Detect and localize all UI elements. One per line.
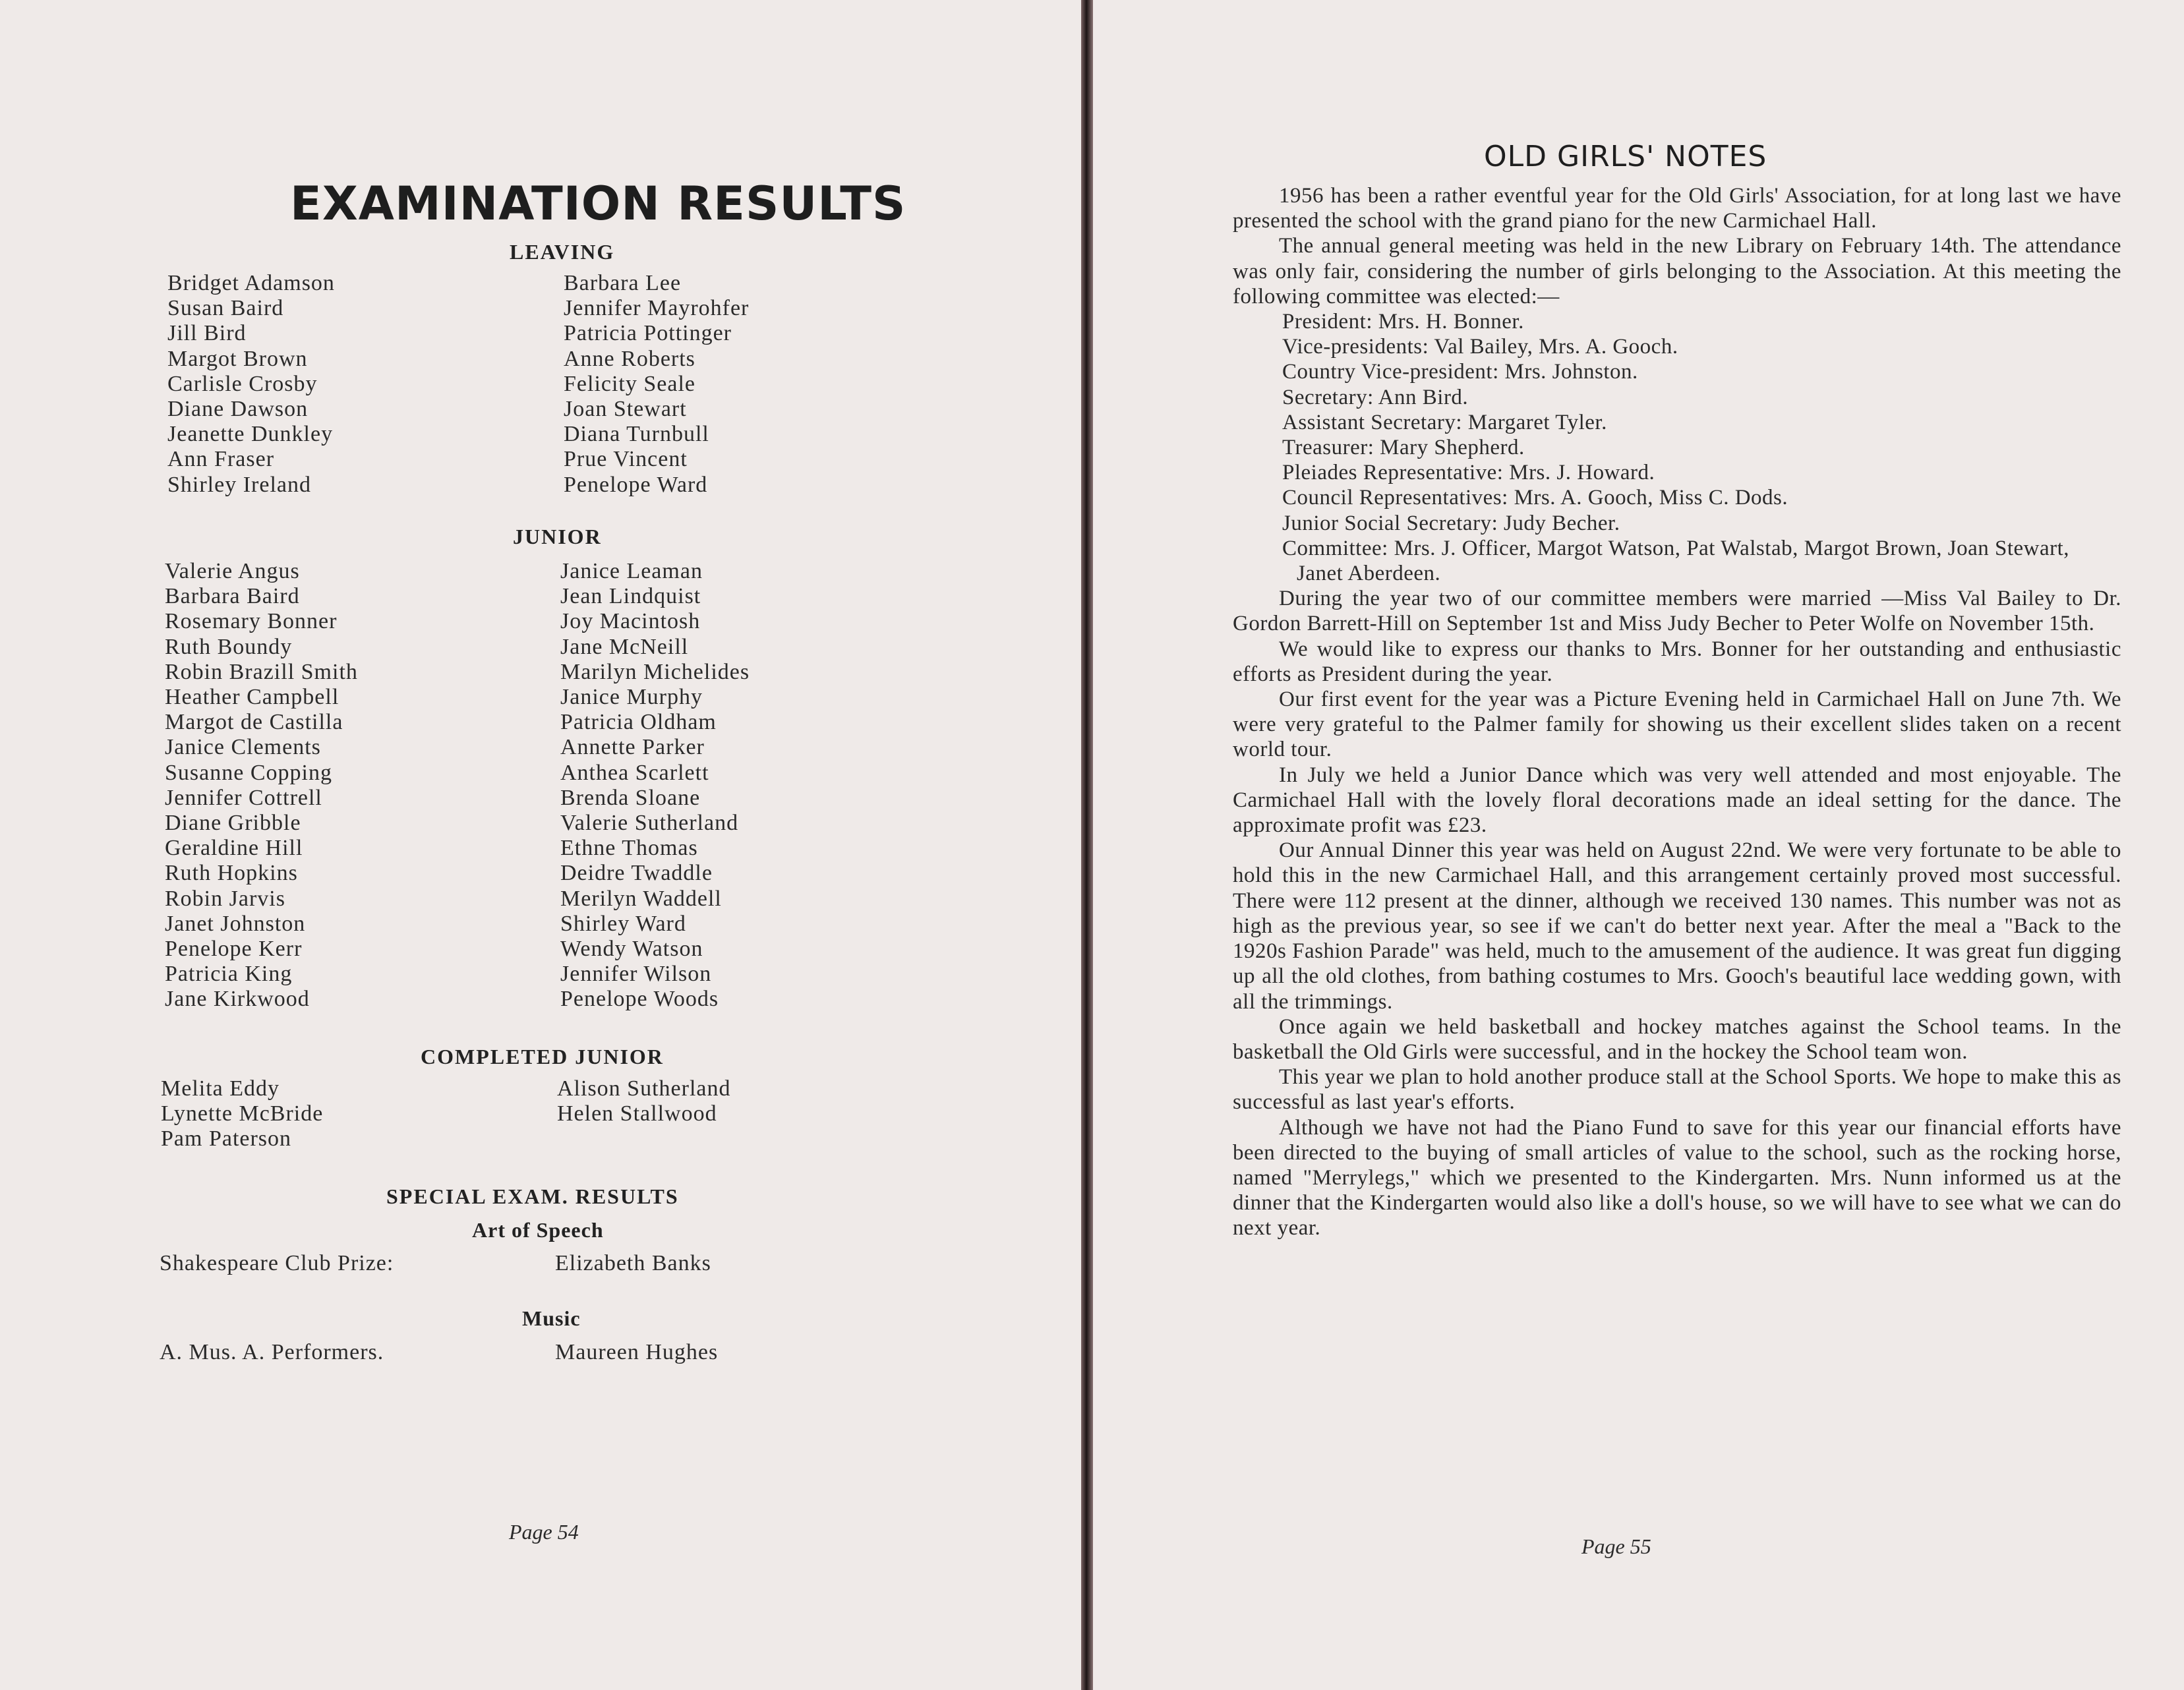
notes-paragraph: Our Annual Dinner this year was held on August 22nd. We were very fortunate to be able to hold this in the new Carmichael Hall, and this arrangement certainly proved most successful. There were 112 present at the dinner, although we received 130 names. This number was not as high as the previous year, so see if we can't do better next year. After the meal a "Back to the 1920s Fashion Parade" was held, much to the amusement of the audience. It was great fun digging up all the old clothes, from bathing costumes to Mrs. Gooch's beautiful lace wedding gown, with all the trimmings. xyxy=(1233,838,2121,1014)
art-of-speech-heading: Art of Speech xyxy=(472,1218,604,1242)
student-name: Jill Bird xyxy=(167,321,247,346)
leaving-list-right xyxy=(564,271,749,498)
notes-paragraphs xyxy=(1233,586,2121,1240)
notes-paragraph: Although we have not had the Piano Fund to save for this year our financial efforts have been directed to the buying of small articles of value to the school, such as the rocking horse, named "Merrylegs," which we presented to the Kindergarten. Mrs. Nunn informed us at the dinner that the Kindergarten would also like a doll's house, so we will have to see what we can do next year. xyxy=(1233,1115,2121,1240)
music-award-label: A. Mus. A. Performers. xyxy=(160,1340,384,1364)
student-name: Shirley Ward xyxy=(560,911,686,936)
committee-member: Junior Social Secretary: Judy Becher. xyxy=(1282,511,1620,535)
committee-member: Committee: Mrs. J. Officer, Margot Watson, Pat Walstab, Margot Brown, Joan Stewart, Janet Aberdeen. xyxy=(1282,536,2070,586)
music-heading: Music xyxy=(522,1306,581,1330)
student-name: Ann Fraser xyxy=(167,447,275,472)
student-name: Penelope Kerr xyxy=(165,937,303,962)
right-page xyxy=(1093,0,2184,1690)
intro-paragraph: 1956 has been a rather eventful year for the Old Girls' Association, for at long last we have presented the school with the grand piano for the new Carmichael Hall. xyxy=(1233,184,2121,233)
student-name: Jean Lindquist xyxy=(560,584,701,609)
committee-member: Vice-presidents: Val Bailey, Mrs. A. Gooch. xyxy=(1282,335,1678,359)
student-name: Alison Sutherland xyxy=(557,1076,731,1101)
committee-member: Secretary: Ann Bird. xyxy=(1282,385,1469,409)
student-name: Prue Vincent xyxy=(564,447,688,472)
notes-paragraph: During the year two of our committee members were married —Miss Val Bailey to Dr. Gordon Barrett-Hill on September 1st and Miss Judy Becher to Peter Wolfe on November 15th. xyxy=(1233,587,2121,636)
junior-list-right xyxy=(560,559,750,1012)
old-girls-notes-title: OLD GIRLS' NOTES xyxy=(1484,140,1767,173)
committee-member: Country Vice-president: Mrs. Johnston. xyxy=(1282,360,1638,384)
special-exam-heading: SPECIAL EXAM. RESULTS xyxy=(386,1184,679,1208)
student-name: Ruth Boundy xyxy=(165,634,293,659)
student-name: Felicity Seale xyxy=(564,371,696,396)
junior-list-left xyxy=(165,559,358,1012)
junior-heading: JUNIOR xyxy=(513,525,602,548)
student-name: Margot Brown xyxy=(167,346,308,371)
notes-paragraph: In July we held a Junior Dance which was very well attended and most enjoyable. The Carmichael Hall with the lovely floral decorations made an ideal setting for the dance. The approximate profit was £23. xyxy=(1233,763,2121,838)
student-name: Janice Murphy xyxy=(560,685,703,710)
student-name: Jennifer Mayrohfer xyxy=(564,296,750,321)
student-name: Joy Macintosh xyxy=(560,609,701,634)
student-name: Janet Johnston xyxy=(165,911,306,936)
student-name: Wendy Watson xyxy=(560,937,703,962)
student-name: Jeanette Dunkley xyxy=(167,422,334,447)
student-name: Diane Gribble xyxy=(165,811,301,836)
student-name: Jane McNeill xyxy=(560,634,689,659)
old-girls-notes-body xyxy=(1233,183,2121,1241)
student-name: Pam Paterson xyxy=(161,1126,292,1151)
student-name: Valerie Sutherland xyxy=(560,811,739,836)
book-spine xyxy=(1081,0,1093,1690)
leaving-heading: LEAVING xyxy=(510,240,615,264)
committee-member: Assistant Secretary: Margaret Tyler. xyxy=(1282,410,1607,434)
left-page xyxy=(0,0,1081,1690)
student-name: Ruth Hopkins xyxy=(165,861,298,886)
notes-paragraph: Once again we held basketball and hockey matches against the School teams. In the basketball the Old Girls were successful, and in the hockey the School team won. xyxy=(1233,1014,2121,1064)
notes-paragraph: We would like to express our thanks to Mrs. Bonner for her outstanding and enthusiastic efforts as President during the year. xyxy=(1233,637,2121,686)
student-name: Susanne Copping xyxy=(165,760,332,785)
completed-junior-list-right xyxy=(557,1076,730,1126)
student-name: Annette Parker xyxy=(560,735,705,760)
student-name: Patricia Oldham xyxy=(560,710,717,735)
student-name: Robin Brazill Smith xyxy=(165,659,358,684)
student-name: Anthea Scarlett xyxy=(560,760,709,785)
student-name: Heather Campbell xyxy=(165,685,339,710)
page-number-left: Page 54 xyxy=(509,1520,579,1544)
student-name: Merilyn Waddell xyxy=(560,886,722,911)
agm-paragraph: The annual general meeting was held in the new Library on February 14th. The attendance was only fair, considering the number of girls belonging to the Association. At this meeting the following committee was elected:— xyxy=(1233,234,2121,308)
student-name: Janice Clements xyxy=(165,735,321,760)
notes-paragraph: This year we plan to hold another produce stall at the School Sports. We hope to make this as successful as last year's efforts. xyxy=(1233,1065,2121,1115)
exam-results-title: EXAMINATION RESULTS xyxy=(290,177,906,231)
student-name: Deidre Twaddle xyxy=(560,861,713,886)
committee-member: President: Mrs. H. Bonner. xyxy=(1282,310,1524,334)
committee-member: Pleiades Representative: Mrs. J. Howard. xyxy=(1282,461,1655,485)
student-name: Jennifer Cottrell xyxy=(165,785,322,810)
student-name: Melita Eddy xyxy=(161,1076,280,1101)
student-name: Jennifer Wilson xyxy=(560,962,712,987)
student-name: Robin Jarvis xyxy=(165,886,285,911)
student-name: Ethne Thomas xyxy=(560,836,698,861)
student-name: Brenda Sloane xyxy=(560,785,701,810)
completed-junior-list-left xyxy=(161,1076,323,1152)
committee-member: Treasurer: Mary Shepherd. xyxy=(1282,436,1525,460)
shakespeare-prize-winner: Elizabeth Banks xyxy=(555,1251,711,1275)
student-name: Helen Stallwood xyxy=(557,1101,717,1126)
student-name: Margot de Castilla xyxy=(165,710,343,735)
student-name: Lynette McBride xyxy=(161,1101,324,1126)
student-name: Jane Kirkwood xyxy=(165,987,310,1012)
student-name: Patricia Pottinger xyxy=(564,321,732,346)
student-name: Janice Leaman xyxy=(560,559,703,583)
student-name: Penelope Ward xyxy=(564,472,708,497)
committee-member: Council Representatives: Mrs. A. Gooch, Miss C. Dods. xyxy=(1282,486,1788,510)
student-name: Carlisle Crosby xyxy=(167,371,318,396)
music-award-winner: Maureen Hughes xyxy=(555,1340,719,1364)
student-name: Shirley Ireland xyxy=(167,472,311,497)
student-name: Barbara Lee xyxy=(564,271,682,295)
student-name: Rosemary Bonner xyxy=(165,609,338,634)
student-name: Valerie Angus xyxy=(165,559,300,583)
student-name: Diana Turnbull xyxy=(564,422,709,447)
shakespeare-prize-label: Shakespeare Club Prize: xyxy=(160,1251,394,1275)
student-name: Marilyn Michelides xyxy=(560,659,750,684)
committee-list xyxy=(1233,309,2121,586)
completed-junior-heading: COMPLETED JUNIOR xyxy=(421,1045,664,1068)
student-name: Bridget Adamson xyxy=(167,271,335,295)
student-name: Susan Baird xyxy=(167,296,284,321)
leaving-list-left xyxy=(167,271,335,498)
student-name: Barbara Baird xyxy=(165,584,300,609)
student-name: Diane Dawson xyxy=(167,397,309,422)
student-name: Penelope Woods xyxy=(560,987,719,1012)
student-name: Patricia King xyxy=(165,962,293,987)
student-name: Anne Roberts xyxy=(564,346,695,371)
student-name: Joan Stewart xyxy=(564,397,687,422)
page-number-right: Page 55 xyxy=(1581,1534,1651,1558)
student-name: Geraldine Hill xyxy=(165,836,303,861)
notes-paragraph: Our first event for the year was a Picture Evening held in Carmichael Hall on June 7th. We were very grateful to the Palmer family for showing us their excellent slides taken on a recent world tour. xyxy=(1233,687,2121,762)
